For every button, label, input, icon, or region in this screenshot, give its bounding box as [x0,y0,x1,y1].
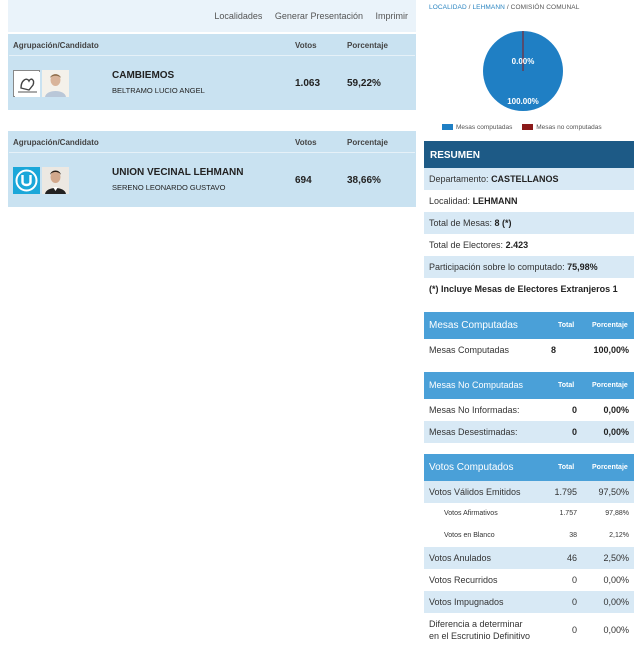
pie-label-bottom: 100.00% [507,97,539,106]
summary-panel [424,0,634,641]
column-porcentaje: Porcentaje [592,464,628,471]
table-row: Votos en Blanco 38 2,12% [444,532,629,539]
candidate-row[interactable] [9,152,415,206]
union-vecinal-logo-icon [13,167,40,194]
legend-no-computadas: Mesas no computadas [536,124,602,131]
header-agrupacion: Agrupación/Candidato [13,138,99,147]
breadcrumb-localidad-link[interactable]: LOCALIDAD [429,4,467,11]
resumen-participacion: Participación sobre lo computado: 75,98% [424,256,634,278]
resumen-total-electores: Total de Electores: 2.423 [429,240,529,250]
resumen-departamento: Departamento: CASTELLANOS [424,168,634,190]
breadcrumb [429,4,634,11]
table-row: Mesas Desestimadas: 0 0,00% [424,421,634,443]
pie-label-top: 0.00% [511,57,535,66]
breadcrumb-separator: / [466,4,473,11]
votos-computados-header [424,454,634,481]
header-agrupacion: Agrupación/Candidato [13,41,99,50]
table-header [9,132,415,152]
resumen-title: RESUMEN [424,141,634,168]
candidate-percentage: 38,66% [347,175,381,186]
resumen-nota: (*) Incluye Mesas de Electores Extranjeros 1 [429,284,618,294]
candidate-percentage: 59,22% [347,78,381,89]
resumen-total-mesas: Total de Mesas: 8 (*) [424,212,634,234]
candidate-photo-avatar [42,167,69,194]
breadcrumb-lehmann-link[interactable]: LEHMANN [472,4,505,11]
header-votos: Votos [295,41,317,50]
legend-no-computadas-swatch [522,124,533,130]
header-porcentaje: Porcentaje [347,138,388,147]
table-row: Mesas No Informadas: 0 0,00% [429,405,629,415]
breadcrumb-separator: / [504,4,511,11]
pie-legend [442,124,602,131]
section-title: Mesas Computadas [429,320,518,331]
table-row: Mesas Computadas 8 100,00% [429,345,629,355]
column-porcentaje: Porcentaje [592,382,628,389]
table-row: Diferencia a determinar en el Escrutinio Definitivo 0 0,00% [429,619,629,641]
legend-computadas-swatch [442,124,453,130]
mesas-pie-chart [424,11,634,131]
column-total: Total [558,382,575,389]
results-toolbar [8,0,416,32]
table-row: Votos Válidos Emitidos 1.795 97,50% [424,481,634,503]
header-porcentaje: Porcentaje [347,41,388,50]
section-title: Votos Computados [429,462,514,473]
localidades-link[interactable]: Localidades [214,11,263,21]
mesas-no-computadas-header [424,372,634,399]
cambiemos-logo-icon [13,70,40,97]
table-row: Votos Recurridos 0 0,00% [429,575,629,585]
candidate-name: BELTRAMO LUCIO ANGEL [112,86,205,95]
resumen-localidad: Localidad: LEHMANN [429,196,518,206]
candidate-block-union-vecinal [8,131,416,207]
column-total: Total [558,464,575,471]
section-title: Mesas No Computadas [429,380,524,390]
mesas-computadas-header [424,312,634,339]
column-total: Total [558,322,575,329]
table-row: Votos Anulados 46 2,50% [424,547,634,569]
generar-presentacion-link[interactable]: Generar Presentación [274,11,363,21]
table-row: Votos Impugnados 0 0,00% [424,591,634,613]
column-porcentaje: Porcentaje [592,322,628,329]
table-row: Votos Afirmativos 1.757 97,88% [444,510,629,517]
candidate-row[interactable] [9,55,415,109]
candidate-name: SERENO LEONARDO GUSTAVO [112,183,226,192]
party-name: CAMBIEMOS [112,70,175,81]
candidate-votes: 694 [295,175,312,186]
candidate-block-cambiemos [8,34,416,110]
results-panel [8,0,416,207]
imprimir-link[interactable]: Imprimir [375,11,408,21]
candidate-photo-avatar [42,70,69,97]
legend-computadas: Mesas computadas [456,124,513,131]
table-header [9,35,415,55]
breadcrumb-current: COMISIÓN COMUNAL [510,4,580,11]
header-votos: Votos [295,138,317,147]
party-name: UNION VECINAL LEHMANN [112,167,244,178]
candidate-votes: 1.063 [295,78,321,89]
